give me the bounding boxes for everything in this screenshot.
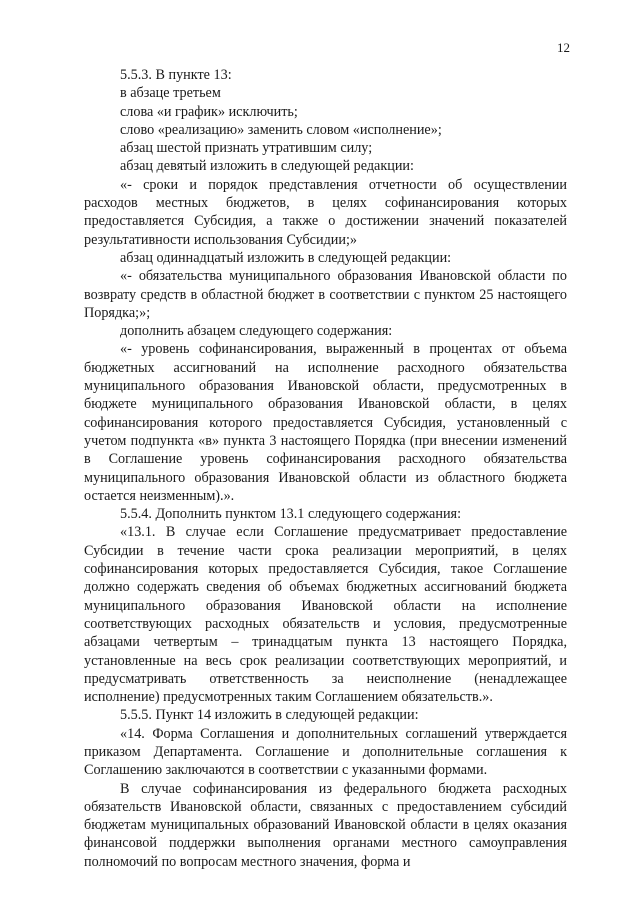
paragraph-quote-reporting: «- сроки и порядок представления отчетности об осуществлении расходов местных бюджетов, в целях софинансирования которых предоставляется Субсидия, а также о достижении значений показателей результативности использования Субсидии;» bbox=[84, 176, 567, 248]
paragraph-quote-13-1: «13.1. В случае если Соглашение предусматривает предоставление Субсидии в течение части срока реализации мероприятий, в целях софинансирования которых предоставляется Субсидия, такое Соглашение должно содержать сведения об объемах бюджетных ассигнований бюджета муниципального образования Ивановской области на исполнение соответствующих расходных обязательств и условия, предусмотренные абзацами четвертым – тринадцатым пункта 13 настоящего Порядка, установленные на весь срок реализации соответствующих мероприятий, и предусматривать ответственность за неисполнение (ненадлежащее исполнение) предусмотренных таким Соглашением обязательств.». bbox=[84, 524, 567, 706]
paragraph-5-5-3-heading: 5.5.3. В пункте 13: bbox=[120, 67, 232, 83]
page-number: 12 bbox=[557, 40, 570, 55]
paragraph-quote-obligations: «- обязательства муниципального образования Ивановской области по возврату средств в областной бюджет в соответствии с пунктом 25 настоящего Порядка;»; bbox=[84, 268, 567, 321]
paragraph-quote-14: «14. Форма Соглашения и дополнительных соглашений утверждается приказом Департамента. Соглашение и дополнительные соглашения к Соглашению заключаются в соответствии с указанными формами. bbox=[84, 725, 567, 779]
paragraph-abzac-eleven: абзац одиннадцатый изложить в следующей редакции: bbox=[120, 249, 452, 266]
paragraph-abzac-six: абзац шестой признать утратившим силу; bbox=[120, 140, 373, 157]
paragraph-federal-cofinancing: В случае софинансирования из федерального бюджета расходных обязательств Ивановской области, связанных с предоставлением субсидий бюджетам муниципальных образований Ивановской области в целях оказания финансовой поддержки выполнения органами местного самоуправления полномочий по вопросам местного значения, форма и bbox=[84, 780, 567, 870]
paragraph-third-abzac: в абзаце третьем bbox=[120, 85, 221, 102]
paragraph-replace-word: слово «реализацию» заменить словом «исполнение»; bbox=[120, 121, 442, 138]
paragraph-quote-cofinancing-level: «- уровень софинансирования, выраженный в процентах от объема бюджетных ассигнований на исполнение расходного обязательства муниципального образования Ивановской области, предусмотренных в бюджете муниципального образования Ивановской области, в целях софинансирования которого предоставляется Субсидия, установленный с учетом подпункта «в» пункта 3 настоящего Порядка (при внесении изменений в Соглашение уровень софинансирования расходного обязательства муниципального образования Ивановской области из областного бюджета остается неизменным).». bbox=[84, 341, 567, 504]
paragraph-remove-words: слова «и график» исключить; bbox=[120, 103, 298, 120]
paragraph-5-5-4-heading: 5.5.4. Дополнить пунктом 13.1 следующего содержания: bbox=[120, 506, 462, 523]
paragraph-abzac-nine: абзац девятый изложить в следующей редакции: bbox=[120, 158, 414, 175]
paragraph-5-5-5-heading: 5.5.5. Пункт 14 изложить в следующей редакции: bbox=[120, 707, 419, 724]
paragraph-add-abzac: дополнить абзацем следующего содержания: bbox=[120, 323, 393, 340]
document-body bbox=[84, 66, 567, 871]
